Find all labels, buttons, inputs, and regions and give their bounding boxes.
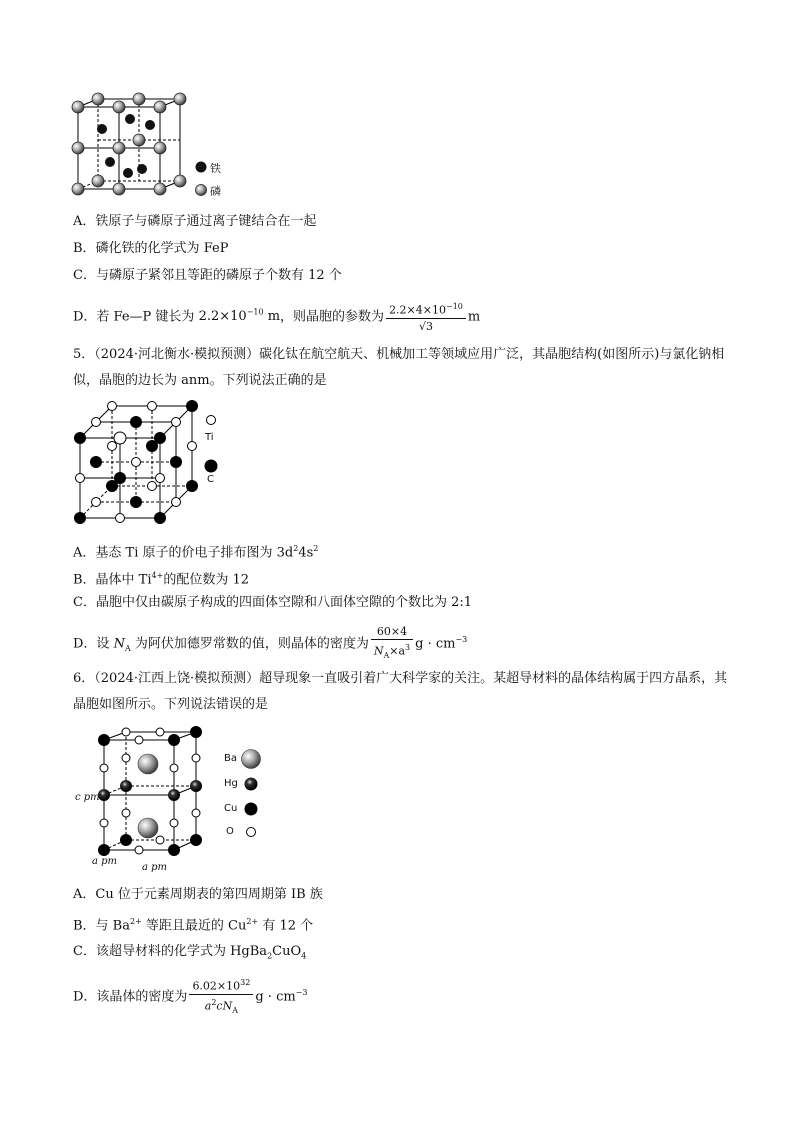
q5-option-b: B．晶体中 $Ti^{4+}$的配位数为 12 (73, 571, 249, 588)
p-legend-label: 磷 (210, 185, 221, 198)
cu-legend-icon (243, 801, 259, 817)
cu-legend-label: Cu (224, 803, 238, 814)
q4-option-b-formula: FeP (203, 241, 229, 256)
ti-legend-label: Ti (205, 432, 214, 443)
o-legend-label: O (226, 826, 234, 837)
c-legend-label: C (207, 474, 214, 485)
tic-unit-cell-figure (72, 400, 202, 525)
q4-option-d (73, 298, 480, 334)
hg-legend-label: Hg (224, 778, 238, 789)
p-legend-icon (194, 183, 208, 197)
superconductor-unit-cell-figure (98, 728, 216, 866)
q6-option-c: C．该超导材料的化学式为 HgBa$_2$CuO$_4$ (73, 944, 307, 961)
q5-option-d-fraction: $\frac{60\times 4}{N_A\times a^3}$ (371, 625, 413, 663)
ba-legend-icon (240, 748, 262, 770)
ba-legend-label: Ba (224, 753, 237, 764)
a-dimension-label-left: a pm (92, 856, 118, 867)
q4-option-b-text: B．磷化铁的化学式为 (73, 241, 204, 256)
q6-option-d-fraction: $\frac{6.02\times 10^{32}}{a^2cN_A}$ (189, 976, 253, 1018)
q4-option-c: C．与磷原子紧邻且等距的磷原子个数有 12 个 (73, 268, 342, 283)
o-legend-icon (245, 826, 257, 838)
a-dimension-label-bottom: a pm (142, 862, 168, 873)
q6-option-d: D．该晶体的密度为 $\frac{6.02\times 10^{32}}{a^2cN_A}$ $g \cdot cm^{-3}$ (73, 976, 307, 1018)
q5-option-c: C．晶胞中仅由碳原子构成的四面体空隙和八面体空隙的个数比为 2:1 (73, 595, 473, 610)
hg-legend-icon (243, 776, 259, 792)
ti-legend-icon (205, 414, 217, 426)
q6-option-b: B．与 $Ba^{2+}$ 等距且最近的 $Cu^{2+}$ 有 12 个 (73, 917, 314, 934)
fe-legend-icon (194, 160, 208, 174)
c-legend-icon (203, 458, 219, 474)
q4-option-d-unit: m (467, 309, 481, 325)
q6-option-a: A．Cu 位于元素周期表的第四周期第 IB 族 (73, 887, 323, 902)
c-dimension-label: c pm (75, 792, 100, 803)
fe-legend-label: 铁 (210, 162, 221, 175)
q6-stem: 6．（2024·江西上饶·模拟预测）超导现象一直吸引着广大科学家的关注。某超导材料的晶体结构属于四方晶系，其晶胞如图所示。下列说法错误的是 (73, 671, 728, 712)
q4-option-d-length: $2.2\times 10^{-10}$ m (198, 308, 281, 325)
q5-stem: 5．（2024·河北衡水·模拟预测）碳化钛在航空航天、机械加工等领域应用广泛，其晶胞结构(如图所示)与氯化钠相似，晶胞的边长为 anm。下列说法正确的是 (73, 347, 725, 388)
q4-option-d-text: D．若 Fe—P 键长为 (73, 309, 199, 325)
q4-option-d-mid: ，则晶胞的参数为 (280, 309, 385, 325)
q4-option-a: A．铁原子与磷原子通过离子键结合在一起 (73, 214, 317, 229)
fep-unit-cell-figure (70, 95, 190, 200)
q4-option-b (73, 240, 228, 258)
q5-option-a: A．基态 Ti 原子的价电子排布图为 $3d^24s^2$ (73, 544, 319, 561)
q5-option-d: D．设 $N_A$ 为阿伏加德罗常数的值，则晶体的密度为 $\frac{60\times 4}{N_A\times a^3}$ $g \cdot cm^{-3}$ (73, 624, 467, 665)
q4-option-d-fraction: $\frac{2.2\times 4\times 10^{-10}}{√3}$ (386, 300, 466, 334)
